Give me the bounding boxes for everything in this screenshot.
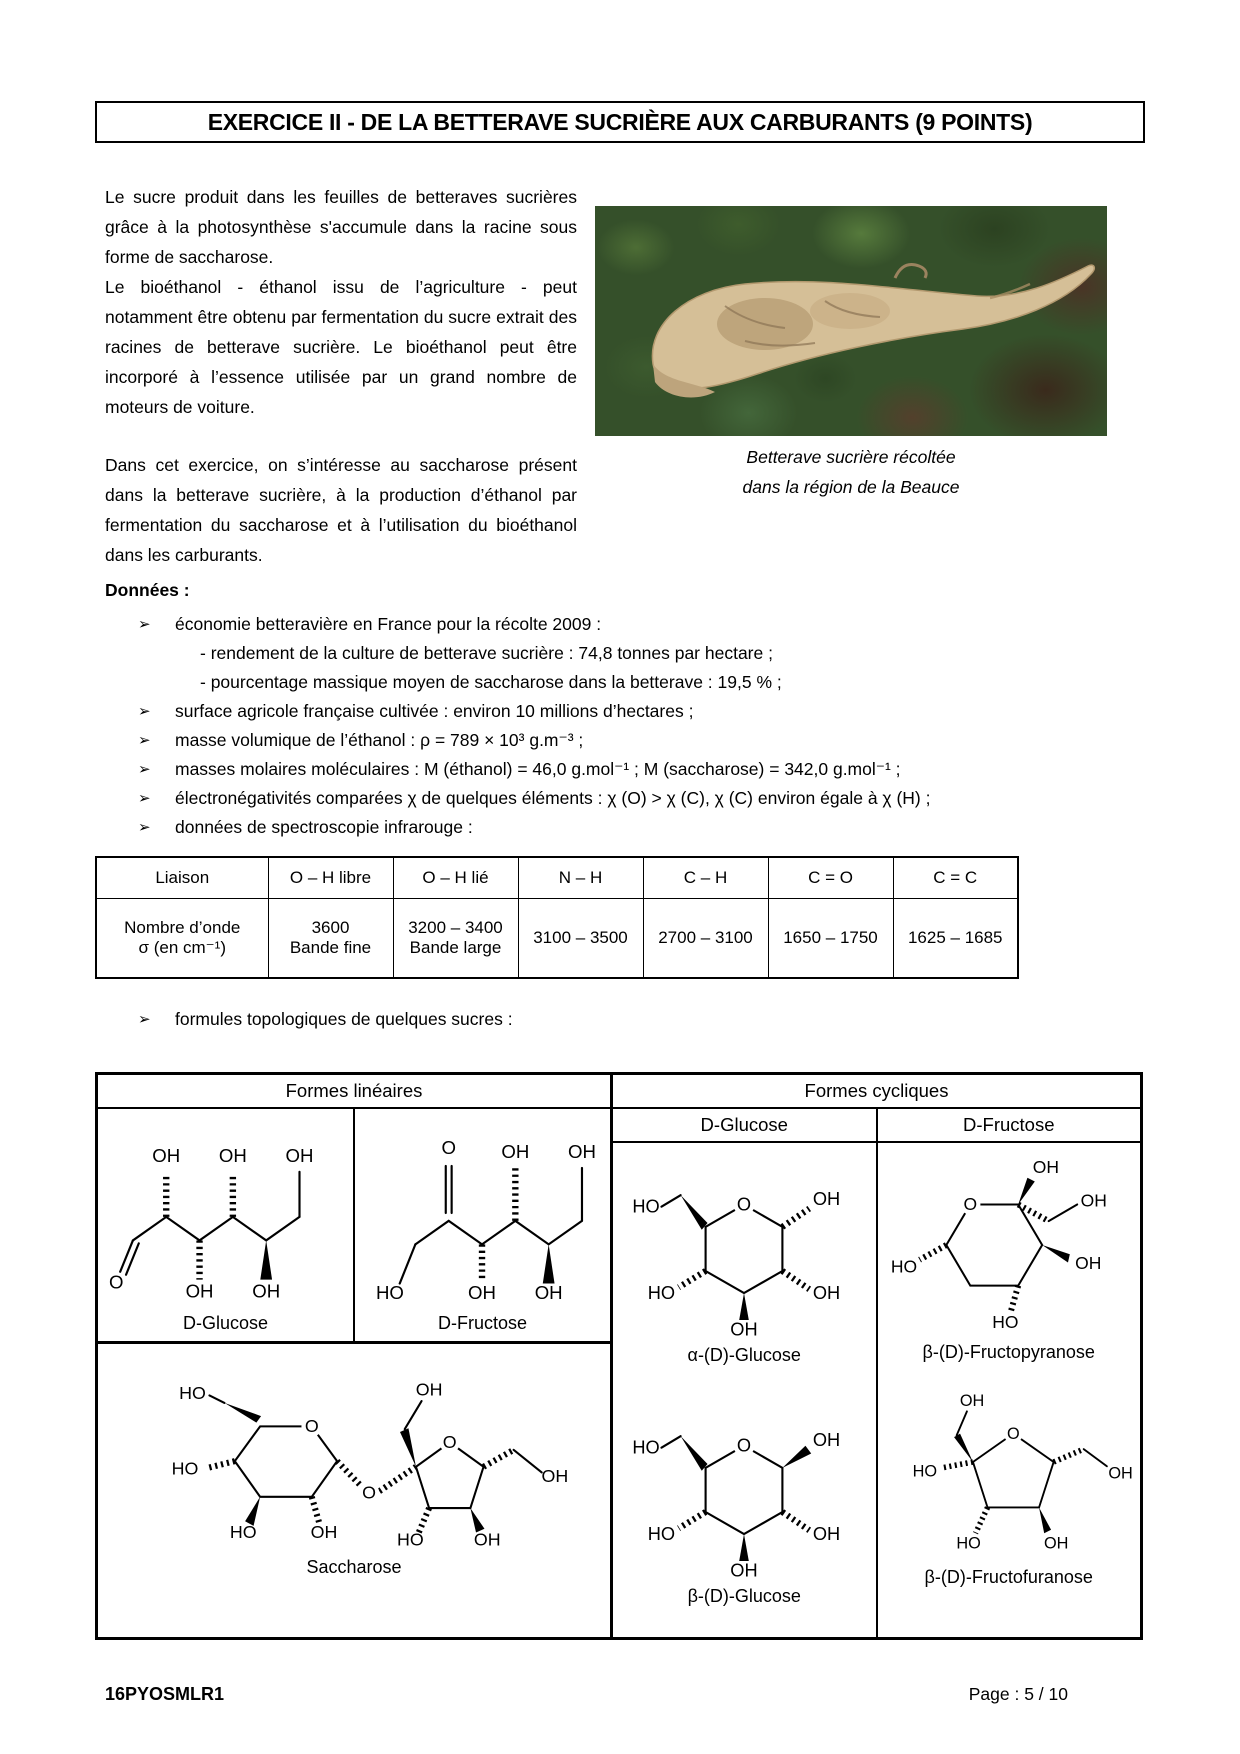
svg-text:HO: HO [396,1529,424,1550]
list-subitem: - pourcentage massique moyen de saccharose dans la betterave : 19,5 % ; [200,672,782,692]
cyclic-col-glucose-header: D-Glucose [613,1109,878,1141]
page-number: Page : 5 / 10 [968,1684,1068,1704]
photo-caption [595,442,1107,502]
svg-text:O: O [737,1193,752,1215]
table-header-cell: N – H [518,857,643,899]
structure-caption: Saccharose [306,1557,402,1577]
bullet-arrow-icon: ➢ [138,732,151,749]
bullet-arrow-icon: ➢ [138,703,151,720]
list-item-text: masse volumique de l’éthanol : ρ = 789 × 10³ g.m⁻³ ; [175,730,584,750]
saccharose-cell [98,1341,610,1637]
svg-text:OH: OH [1043,1534,1069,1553]
svg-text:OH: OH [185,1280,214,1302]
svg-text:OH: OH [151,1145,180,1167]
saccharose-structure [119,1356,589,1555]
cyclic-structures-row [613,1143,1140,1637]
svg-text:OH: OH [567,1141,596,1163]
svg-text:OH: OH [473,1529,501,1550]
cyclic-col-fructose-header: D-Fructose [963,1114,1055,1135]
exercise-title-box [95,101,1145,143]
svg-text:HO: HO [648,1281,676,1303]
fructopyranose-figure [880,1151,1138,1363]
list-item [138,610,1143,639]
structure-caption: β-(D)-Fructofuranose [924,1567,1093,1587]
svg-text:OH: OH [1080,1190,1107,1211]
svg-text:HO: HO [632,1436,661,1458]
cyclic-forms-header: Formes cycliques [613,1075,1140,1109]
svg-text:O: O [442,1431,457,1452]
svg-text:O: O [737,1434,752,1456]
beta-glucose-structure [619,1392,869,1584]
svg-text:HO: HO [171,1458,199,1479]
svg-text:OH: OH [730,1559,758,1581]
list-item [138,784,1143,813]
svg-text:HO: HO [632,1195,661,1217]
svg-text:OH: OH [959,1392,985,1411]
svg-text:OH: OH [813,1522,841,1544]
beta-glucose-figure [619,1392,869,1607]
list-item [138,813,1143,842]
svg-text:O: O [963,1194,977,1215]
svg-text:OH: OH [500,1141,529,1163]
linear-structures-row [98,1109,610,1341]
bullet-arrow-icon: ➢ [138,819,151,836]
bullet-arrow-icon: ➢ [138,1011,151,1028]
svg-text:OH: OH [541,1465,569,1486]
svg-text:O: O [362,1482,376,1503]
bullet-arrow-icon: ➢ [138,616,151,633]
sugar-structures-table [95,1072,1143,1640]
list-item [138,697,1143,726]
svg-text:OH: OH [1032,1157,1059,1178]
svg-text:OH: OH [251,1280,280,1302]
cyclic-forms-panel [613,1075,1140,1637]
svg-text:HO: HO [991,1311,1019,1332]
list-item-text: électronégativités comparées χ de quelques éléments : χ (O) > χ (C), χ (C) environ égale à χ (H) ; [175,788,931,808]
structure-caption: α-(D)-Glucose [687,1345,801,1365]
svg-text:OH: OH [218,1145,247,1167]
svg-text:O: O [440,1137,456,1159]
intro-paragraph-3: Dans cet exercice, on s’intéresse au saccharose présent dans la betterave sucrière, à la production d’éthanol par fermentation du saccharose et à l’utilisation du bioéthanol dans les carburants. [105,455,577,565]
table-cell: 1625 – 1685 [893,899,1018,979]
list-item [138,755,1143,784]
svg-text:OH: OH [467,1282,496,1304]
svg-text:HO: HO [648,1522,676,1544]
table-header-cell: C = O [768,857,893,899]
intro-paragraph-1: Le sucre produit dans les feuilles de betteraves sucrières grâce à la photosynthèse s'accumule dans la racine sous forme de saccharose. [105,187,577,267]
photo-caption-line2: dans la région de la Beauce [742,477,960,497]
svg-text:HO: HO [229,1522,257,1543]
formules-list-item [138,1005,1138,1034]
svg-text:HO: HO [890,1256,917,1277]
svg-text:OH: OH [813,1281,841,1303]
svg-text:O: O [304,1416,319,1437]
intro-text [105,182,577,570]
bullet-arrow-icon: ➢ [138,761,151,778]
structure-caption: β-(D)-Glucose [687,1586,801,1606]
fructofuranose-figure [880,1389,1138,1588]
table-header-row [96,857,1018,899]
list-item-text: masses molaires moléculaires : M (éthanol) = 46,0 g.mol⁻¹ ; M (saccharose) = 342,0 g.mol⁻¹ ; [175,759,901,779]
svg-text:OH: OH [813,1428,841,1450]
list-subitem: - rendement de la culture de betterave sucrière : 74,8 tonnes par hectare ; [200,643,773,663]
document-code: 16PYOSMLR1 [105,1684,225,1704]
table-header-cell: O – H libre [268,857,393,899]
d-glucose-linear-cell [98,1109,355,1341]
svg-text:OH: OH [534,1282,563,1304]
table-cell: 2700 – 3100 [643,899,768,979]
svg-text:HO: HO [179,1383,206,1404]
sugar-beet-photo [595,206,1107,436]
cyclic-glucose-column [613,1143,878,1637]
donnees-list [138,610,1143,842]
list-item [138,726,1143,755]
table-cell: 3100 – 3500 [518,899,643,979]
list-item-text: économie betteravière en France pour la récolte 2009 : [175,614,602,634]
svg-text:HO: HO [912,1462,937,1481]
cyclic-subheaders [613,1109,1140,1143]
d-fructose-linear-cell [355,1109,610,1341]
cyclic-fructose-column [878,1143,1141,1637]
table-header-cell: C = C [893,857,1018,899]
structure-caption: D-Glucose [182,1313,269,1333]
bullet-arrow-icon: ➢ [138,790,151,807]
table-header-cell: O – H lié [393,857,518,899]
list-item-text: données de spectroscopie infrarouge : [175,817,473,837]
photo-caption-line1: Betterave sucrière récoltée [746,447,956,467]
table-cell: 1650 – 1750 [768,899,893,979]
svg-text:OH: OH [1074,1252,1102,1273]
d-glucose-linear-structure [101,1115,351,1311]
beet-illustration [595,206,1107,436]
alpha-glucose-figure [619,1151,869,1366]
svg-text:OH: OH [730,1318,758,1340]
exercise-title: EXERCICE II - DE LA BETTERAVE SUCRIÈRE AUX CARBURANTS (9 POINTS) [207,108,1033,135]
donnees-heading: Données : [105,580,190,600]
structure-caption: D-Fructose [437,1313,527,1333]
table-cell: 3600 Bande fine [268,899,393,979]
table-cell: 3200 – 3400 Bande large [393,899,518,979]
svg-text:O: O [1006,1424,1020,1443]
svg-text:HO: HO [956,1534,981,1553]
structure-caption: β-(D)-Fructopyranose [922,1342,1095,1362]
list-item-text: formules topologiques de quelques sucres : [175,1009,513,1029]
svg-text:OH: OH [285,1145,313,1167]
svg-text:OH: OH [415,1379,443,1400]
linear-forms-panel [98,1075,613,1637]
svg-text:OH: OH [813,1187,841,1209]
d-fructose-linear-structure [358,1115,608,1311]
svg-text:OH: OH [310,1522,338,1543]
svg-text:HO: HO [375,1282,404,1304]
svg-text:OH: OH [1108,1464,1133,1483]
table-row-label: Nombre d’onde σ (en cm⁻¹) [96,899,268,979]
fructopyranose-structure [880,1151,1138,1340]
list-item-text: surface agricole française cultivée : environ 10 millions d’hectares ; [175,701,694,721]
table-header-cell: C – H [643,857,768,899]
ir-spectroscopy-table [95,856,1019,979]
fructofuranose-structure [880,1389,1138,1565]
svg-text:O: O [108,1271,123,1293]
linear-forms-header: Formes linéaires [98,1075,610,1109]
table-data-row [96,899,1018,979]
intro-paragraph-2: Le bioéthanol - éthanol issu de l’agriculture - peut notamment être obtenu par fermentation du sucre extrait des racines de betterave sucrière. Le bioéthanol peut être incorporé à l’essence utilisée par un grand nombre de moteurs de voiture. [105,277,577,417]
paragraph-gap [105,422,577,450]
alpha-glucose-structure [619,1151,869,1343]
table-header-cell: Liaison [96,857,268,899]
